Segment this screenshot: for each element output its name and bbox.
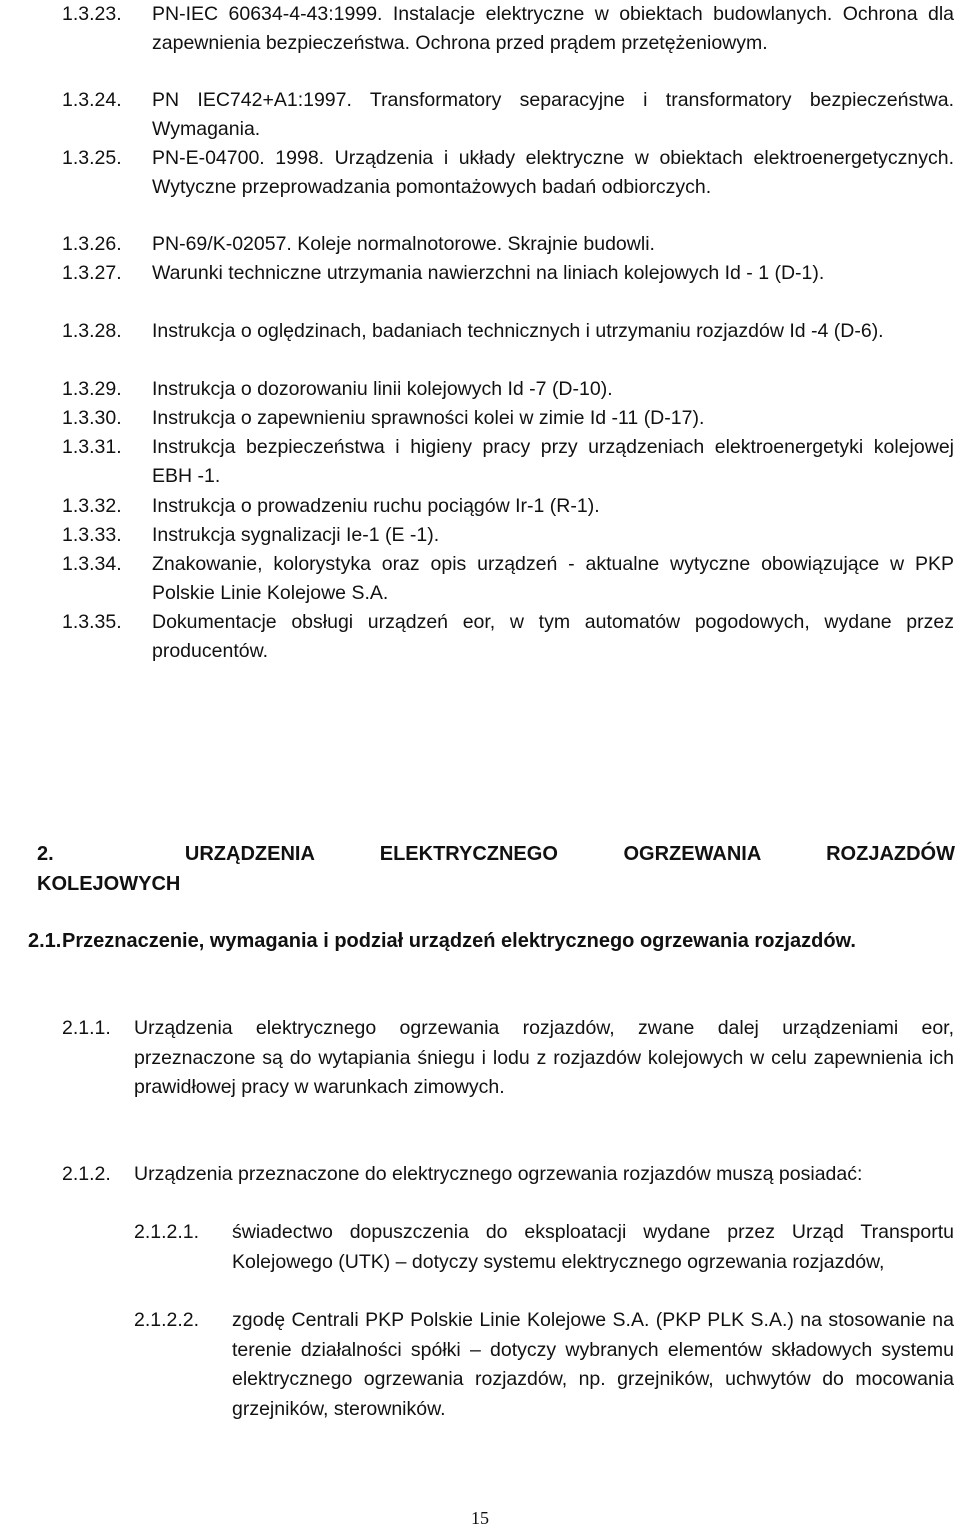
norm-text: Dokumentacje obsługi urządzeń eor, w tym automatów pogodowych, wydane przez producentów. xyxy=(152,611,954,663)
section-number: 2. xyxy=(37,843,54,865)
norm-text: Instrukcja sygnalizacji Ie-1 (E -1). xyxy=(152,524,440,546)
norm-number: 1.3.24. xyxy=(62,89,122,111)
paragraph-number: 2.1.2. xyxy=(62,1163,111,1185)
norm-text: PN IEC742+A1:1997. Transformatory separacyjne i transformatory bezpieczeństwa. Wymagania. xyxy=(152,89,954,141)
norm-entry xyxy=(62,550,954,608)
norm-number: 1.3.25. xyxy=(62,147,122,169)
subsection-number: 2.1. xyxy=(28,930,62,952)
sub-item xyxy=(134,1306,954,1424)
norm-number: 1.3.30. xyxy=(62,407,122,429)
sub-item-number: 2.1.2.1. xyxy=(134,1221,200,1243)
norm-number: 1.3.27. xyxy=(62,262,122,284)
sub-item-text: świadectwo dopuszczenia do eksploatacji wydane przez Urząd Transportu Kolejowego (UTK) – dotyczy systemu elektrycznego ogrzewania rozjazdów, xyxy=(232,1221,954,1273)
norm-text: PN-IEC 60634-4-43:1999. Instalacje elektryczne w obiektach budowlanych. Ochrona dla zapewnienia bezpieczeństwa. Ochrona przed prądem przetężeniowym. xyxy=(152,3,954,55)
sub-item-text: zgodę Centrali PKP Polskie Linie Kolejowe S.A. (PKP PLK S.A.) na stosowanie na terenie działalności spółki – dotyczy wybranych elementów składowych systemu elektrycznego ogrzewania rozjazdów, np. grzejników, uchwytów do mocowania grzejników, sterowników. xyxy=(232,1309,954,1420)
subsection-heading xyxy=(28,927,938,957)
norm-text: PN-69/K-02057. Koleje normalnotorowe. Skrajnie budowli. xyxy=(152,233,655,255)
norm-text: Instrukcja o zapewnieniu sprawności kolei w zimie Id -11 (D-17). xyxy=(152,407,705,429)
norm-text: Znakowanie, kolorystyka oraz opis urządzeń - aktualne wytyczne obowiązujące w PKP Polskie Linie Kolejowe S.A. xyxy=(152,553,954,605)
norm-number: 1.3.28. xyxy=(62,320,122,342)
norm-entry xyxy=(62,521,954,550)
norm-entry xyxy=(62,492,954,521)
norm-text: Instrukcja bezpieczeństwa i higieny pracy przy urządzeniach elektroenergetyki kolejowej EBH -1. xyxy=(152,436,954,488)
norm-text: PN-E-04700. 1998. Urządzenia i układy elektryczne w obiektach elektroenergetycznych. Wytyczne przeprowadzania pomontażowych badań odbiorczych. xyxy=(152,147,954,199)
norm-entry xyxy=(62,0,954,58)
norm-entry xyxy=(62,144,954,202)
norm-number: 1.3.32. xyxy=(62,495,122,517)
norm-number: 1.3.33. xyxy=(62,524,122,546)
section-title: URZĄDZENIA ELEKTRYCZNEGO OGRZEWANIA ROZJAZDÓW xyxy=(184,843,955,865)
norm-number: 1.3.31. xyxy=(62,436,122,458)
paragraph xyxy=(62,1014,954,1103)
norm-number: 1.3.34. xyxy=(62,553,122,575)
norm-number: 1.3.23. xyxy=(62,3,122,25)
norm-text: Instrukcja o prowadzeniu ruchu pociągów Ir-1 (R-1). xyxy=(152,495,600,517)
norm-number: 1.3.29. xyxy=(62,378,122,400)
norm-entry xyxy=(62,230,954,259)
page-number: 15 xyxy=(471,1508,489,1528)
section-heading xyxy=(37,840,955,899)
paragraph-text: Urządzenia przeznaczone do elektrycznego ogrzewania rozjazdów muszą posiadać: xyxy=(134,1163,863,1185)
norm-text: Instrukcja o oględzinach, badaniach technicznych i utrzymaniu rozjazdów Id -4 (D-6). xyxy=(152,320,884,342)
section-title-line1 xyxy=(37,840,955,870)
paragraph xyxy=(62,1160,954,1190)
norm-text: Instrukcja o dozorowaniu linii kolejowych Id -7 (D-10). xyxy=(152,378,613,400)
norm-number: 1.3.35. xyxy=(62,611,122,633)
norm-entry xyxy=(62,404,954,433)
sub-item-number: 2.1.2.2. xyxy=(134,1309,200,1331)
sub-item xyxy=(134,1218,954,1277)
norm-entry xyxy=(62,433,954,491)
norm-entry xyxy=(62,375,954,404)
norm-number: 1.3.26. xyxy=(62,233,122,255)
paragraph-text: Urządzenia elektrycznego ogrzewania rozjazdów, zwane dalej urządzeniami eor, przeznaczone są do wytapiania śniegu i lodu z rozjazdów kolejowych w celu zapewnienia ich prawidłowej pracy w warunkach zimowych. xyxy=(134,1017,954,1098)
subsection-title: Przeznaczenie, wymagania i podział urządzeń elektrycznego ogrzewania rozjazdów. xyxy=(62,930,856,952)
norm-entry xyxy=(62,86,954,144)
norm-entry xyxy=(62,259,954,288)
section-title-line2: KOLEJOWYCH xyxy=(37,872,181,895)
paragraph-number: 2.1.1. xyxy=(62,1017,111,1039)
norm-entry xyxy=(62,608,954,666)
norm-entry xyxy=(62,317,954,346)
norm-text: Warunki techniczne utrzymania nawierzchni na liniach kolejowych Id - 1 (D-1). xyxy=(152,262,825,284)
